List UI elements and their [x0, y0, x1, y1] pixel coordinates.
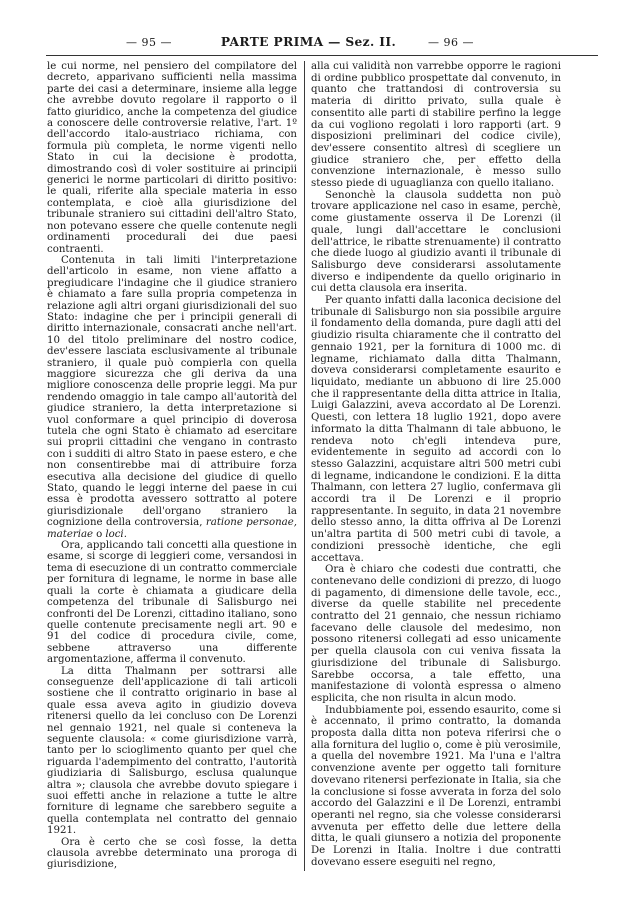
paragraph: Indubbiamente poi, essendo esaurito, come si è accennato, il primo contratto, la domanda proposta dalla ditta non poteva riferirsi che o alla fornitura del luglio o, come è più verosimile, a quella del novembre 1921. Ma l'una e l'altra convenzione avente per oggetto tali forniture dovevano ritenersi perfezionate in Italia, sia che la conclusione si fosse avverata in forza del solo accordo del Galazzini e il De Lorenzi, entrambi operanti nel regno, sia che volesse considerarsi avvenuta per effetto delle due lettere della ditta, le quali giunsero a notizia del proponente De Lorenzi in Italia. Inoltre i due contratti dovevano essere eseguiti nel regno, [311, 704, 561, 868]
left-page-number: — 95 — [126, 36, 172, 49]
header-rule [46, 55, 598, 56]
paragraph-text: Contenuta in tali limiti l'interpretazione dell'articolo in esame, non viene affatto a pregiudicare l'indagine che il giudice straniero è chiamato a fare sulla propria competenza in relazione agli altri organi giurisdizionali del suo Stato: indagine che per i principii generali di diritto internazionale, consacrati anche nell'art. 10 del titolo preliminare del nostro codice, dev'essere lasciata esclusivamente al tribunale straniero, il quale può compierla con quella maggiore sicurezza che gli deriva da una migliore conoscenza delle proprie leggi. Ma pur rendendo omaggio in tale campo all'autorità del giudice straniero, la detta interpretazione si vuol conformare a quel principio di doverosa tutela che ogni Stato è chiamato ad esercitare sui proprii cittadini che vengano in contrasto con i sudditi di altro Stato in paese estero, e che non consentirebbe mai di attribuire forza esecutiva alla decisione del giudice di quello Stato, quando le leggi interne del paese in cui essa è prodotta avessero sottratto al potere giurisdizionale dell'organo straniero la cognizione della controversia, [47, 254, 297, 529]
conjunction: o [96, 528, 103, 540]
right-column [311, 61, 561, 869]
period: . [123, 528, 127, 540]
paragraph: Senonchè la clausola suddetta non può trovare applicazione nel caso in esame, perchè, come giustamente osserva il De Lorenzi (il quale, lungi dall'accettare le conclusioni dell'attrice, le ribatte strenuamente) il contratto che diede luogo al giudizio avanti il tribunale di Salisburgo deve considerarsi assolutamente diverso e indipendente da quello originario in cui detta clausola era inserita. [311, 189, 561, 295]
italic-phrase: ratione personae, materiae [47, 517, 297, 540]
paragraph: Ora è certo che se così fosse, la detta clausola avrebbe determinato una proroga di giurisdizione, [47, 836, 297, 871]
paragraph: Ora è chiaro che codesti due contratti, che contenevano delle condizioni di prezzo, di luogo di pagamento, di dimensione delle tavole, ecc., diverse da quelle stabilite nel precedente contratto del 21 gennaio, che nessun richiamo facevano delle clausole del medesimo, non possono ritenersi collegati ad esso unicamente per quella clausola con cui veniva fissata la giurisdizione del tribunale di Salisburgo. Sarebbe occorsa, a tale effetto, una manifestazione di volontà espressa o almeno esplicita, che non risulta in alcun modo. [311, 564, 561, 704]
paragraph: alla cui validità non varrebbe opporre le ragioni di ordine pubblico prospettate dal convenuto, in quanto che trattandosi di controversia su materia di diritto privato, sulla quale è consentito alle parti di stabilire perfino la legge da cui vogliono regolati i loro rapporti (art. 9 disposizioni preliminari del codice civile), dev'essere consentito altresì di scegliere un giudice straniero che, per effetto della convenzione internazionale, è messo sullo stesso piede di uguaglianza con quello italiano. [311, 61, 561, 190]
left-column [47, 61, 297, 871]
paragraph: le cui norme, nel pensiero del compilatore del decreto, apparivano sufficienti nella massima parte dei casi a determinare, insieme alla legge che avrebbe dovuto regolare il rapporto o il fatto giuridico, anche la competenza del giudice a conoscere delle controversie relative, l'art. 1º dell'accordo italo-austriaco richiama, con formula più completa, le norme vigenti nello Stato in cui la decisione è prodotta, dimostrando così di voler sostituire ai principii generici le norme particolari di diritto positivo: le quali, riferite alla speciale materia in esso contemplata, e cioè alla giurisdizione del tribunale straniero sui cittadini dell'altro Stato, non potevano essere che quelle contenute negli ordinamenti procedurali dei due paesi contraenti. [47, 61, 297, 255]
column-divider [304, 61, 305, 871]
paragraph [47, 255, 297, 540]
paragraph: La ditta Thalmann per sottrarsi alle conseguenze dell'applicazione di tali articoli sostiene che il contratto originario in base al quale essa aveva agito in giudizio doveva ritenersi quello da lei concluso con De Lorenzi nel gennaio 1921, nel quale si conteneva la seguente clausola: « come giurisdizione varrà, tanto per lo scioglimento quanto per quel che riguarda l'adempimento del contratto, l'autorità giudiziaria di Salisburgo, esclusa qualunque altra »; clausola che avrebbe dovuto spiegare i suoi effetti anche in relazione a tutte le altre forniture di legname che sarebbero seguite a quella contemplata nel contratto del gennaio 1921. [47, 665, 297, 837]
running-title: PARTE PRIMA — Sez. II. [220, 35, 397, 49]
italic-phrase: loci [105, 528, 124, 540]
paragraph: Per quanto infatti dalla laconica decisione del tribunale di Salisburgo non sia possibile arguire il fondamento della domanda, pure dagli atti del giudizio risulta chiaramente che il contratto del gennaio 1921, per la fornitura di 1000 mc. di legname, richiamato dalla ditta Thalmann, doveva considerarsi completamente esaurito e liquidato, mediante un abbuono di lire 25.000 che il rappresentante della ditta attrice in Italia, Luigi Galazzini, aveva accordato al De Lorenzi. Questi, con lettera 18 luglio 1921, dopo avere informato la ditta Thalmann di tale abbuono, le rendeva noto ch'egli intendeva pure, evidentemente in seguito ad accordi con lo stesso Galazzini, acquistare altri 500 metri cubi di legname, indicandone le condizioni. E la ditta Thalmann, con lettera 27 luglio, confermava gli accordi tra il De Lorenzi e il proprio rappresentante. In seguito, in data 21 novembre dello stesso anno, la ditta offriva al De Lorenzi un'altra partita di 500 metri cubi di tavole, a condizioni pressochè identiche, che egli accettava. [311, 295, 561, 564]
paragraph: Ora, applicando tali concetti alla questione in esame, si scorge di leggieri come, versandosi in tema di esecuzione di un contratto commerciale per fornitura di legname, le norme in base alle quali la corte è chiamata a giudicare della competenza del tribunale di Salisburgo nei confronti del De Lorenzi, cittadino italiano, sono quelle contenute precisamente negli art. 90 e 91 del codice di procedura civile, come, sebbene attraverso una differente argomentazione, afferma il convenuto. [47, 540, 297, 666]
page-header [0, 36, 617, 52]
right-page-number: — 96 — [428, 36, 474, 49]
